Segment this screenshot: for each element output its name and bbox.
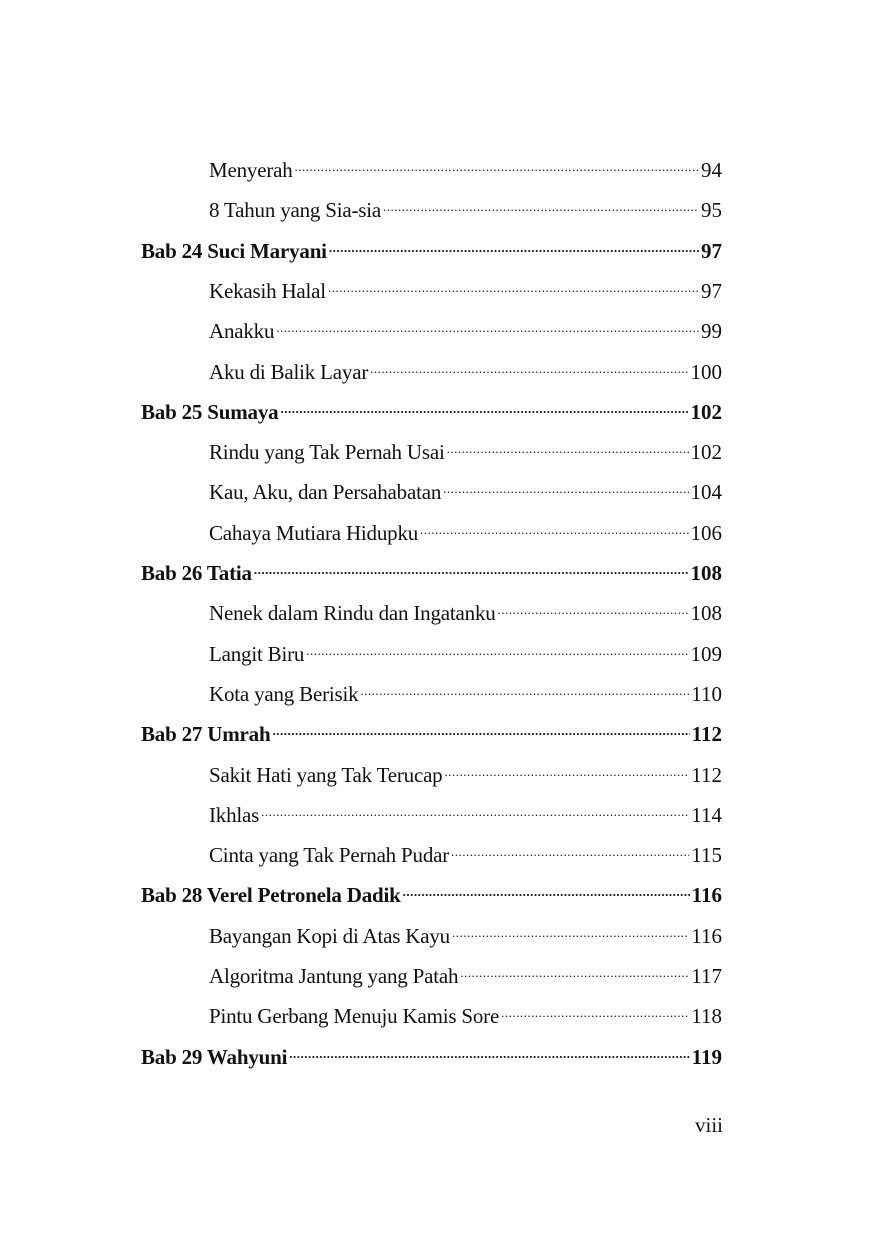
dot-leader bbox=[452, 917, 689, 943]
dot-leader bbox=[254, 554, 689, 580]
dot-leader bbox=[360, 675, 689, 701]
toc-entry-title: 8 Tahun yang Sia-sia bbox=[209, 198, 382, 223]
toc-entry-title: Bab 25 Sumaya bbox=[141, 399, 279, 424]
toc-chapter-entry[interactable] bbox=[141, 715, 722, 747]
toc-entry-title: Bab 29 Wahyuni bbox=[141, 1044, 288, 1069]
toc-chapter-entry[interactable] bbox=[141, 876, 722, 908]
dot-leader bbox=[306, 635, 688, 661]
toc-chapter-entry[interactable] bbox=[141, 393, 722, 425]
toc-chapter-entry[interactable] bbox=[141, 554, 722, 586]
dot-leader bbox=[280, 393, 688, 419]
dot-leader bbox=[289, 1038, 689, 1064]
dot-leader bbox=[403, 876, 690, 902]
toc-subsection-entry[interactable] bbox=[209, 796, 722, 828]
dot-leader bbox=[276, 312, 699, 338]
toc-entry-title: Langit Biru bbox=[209, 641, 305, 666]
toc-entry-page: 110 bbox=[691, 681, 722, 706]
toc-entry-title: Cinta yang Tak Pernah Pudar bbox=[209, 843, 450, 868]
toc-entry-page: 108 bbox=[690, 561, 722, 585]
toc-subsection-entry[interactable] bbox=[209, 997, 722, 1029]
toc-entry-page: 112 bbox=[691, 722, 722, 747]
toc-entry-page: 118 bbox=[691, 1004, 722, 1029]
toc-chapter-entry[interactable] bbox=[141, 1038, 722, 1070]
toc-entry-title: Rindu yang Tak Pernah Usai bbox=[209, 440, 445, 465]
dot-leader bbox=[370, 353, 688, 379]
dot-leader bbox=[445, 756, 690, 782]
toc-entry-title: Bab 27 Umrah bbox=[141, 722, 271, 747]
toc-entry-title: Anakku bbox=[209, 319, 275, 344]
toc-entry-title: Bayangan Kopi di Atas Kayu bbox=[209, 923, 450, 948]
dot-leader bbox=[447, 433, 689, 459]
toc-entry-title: Menyerah bbox=[209, 158, 293, 182]
toc-entry-page: 115 bbox=[691, 843, 722, 868]
toc-subsection-entry[interactable] bbox=[209, 917, 722, 949]
toc-entry-title: Nenek dalam Rindu dan Ingatanku bbox=[209, 601, 496, 626]
toc-subsection-entry[interactable] bbox=[209, 594, 722, 626]
dot-leader bbox=[501, 997, 689, 1023]
toc-entry-title: Pintu Gerbang Menuju Kamis Sore bbox=[209, 1004, 500, 1029]
toc-subsection-entry[interactable] bbox=[209, 635, 722, 667]
dot-leader bbox=[443, 473, 688, 499]
dot-leader bbox=[329, 232, 699, 258]
toc-entry-page: 100 bbox=[690, 359, 722, 384]
toc-entry-page: 99 bbox=[701, 319, 722, 344]
toc-entry-page: 102 bbox=[690, 440, 722, 465]
dot-leader bbox=[420, 514, 688, 540]
dot-leader bbox=[451, 836, 689, 862]
toc-subsection-entry[interactable] bbox=[209, 312, 722, 344]
toc-entry-page: 109 bbox=[690, 641, 722, 666]
toc-subsection-entry[interactable] bbox=[209, 514, 722, 546]
toc-entry-page: 104 bbox=[690, 480, 722, 505]
toc-entry-title: Bab 24 Suci Maryani bbox=[141, 238, 327, 263]
toc-entry-page: 97 bbox=[701, 238, 722, 263]
dot-leader bbox=[261, 796, 689, 822]
toc-entry-page: 102 bbox=[690, 399, 722, 424]
toc-entry-title: Algoritma Jantung yang Patah bbox=[209, 964, 459, 988]
toc-entry-page: 119 bbox=[691, 1044, 722, 1069]
toc-subsection-entry[interactable] bbox=[209, 353, 722, 385]
toc-entry-title: Bab 28 Verel Petronela Dadik bbox=[141, 883, 401, 908]
toc-entry-title: Sakit Hati yang Tak Terucap bbox=[209, 762, 443, 787]
toc-subsection-entry[interactable] bbox=[209, 151, 722, 183]
toc-subsection-entry[interactable] bbox=[209, 836, 722, 868]
dot-leader bbox=[295, 151, 699, 177]
toc-entry-title: Bab 26 Tatia bbox=[141, 561, 252, 585]
dot-leader bbox=[272, 715, 689, 741]
toc-entry-page: 117 bbox=[691, 964, 722, 988]
toc-entry-page: 112 bbox=[691, 762, 722, 787]
toc-subsection-entry[interactable] bbox=[209, 473, 722, 505]
toc-subsection-entry[interactable] bbox=[209, 191, 722, 223]
toc-entry-page: 94 bbox=[701, 158, 722, 182]
toc-subsection-entry[interactable] bbox=[209, 957, 722, 989]
toc-entry-title: Kekasih Halal bbox=[209, 278, 326, 303]
toc-subsection-entry[interactable] bbox=[209, 675, 722, 707]
dot-leader bbox=[328, 272, 699, 298]
toc-entry-page: 116 bbox=[691, 923, 722, 948]
toc-entry-page: 95 bbox=[701, 198, 722, 223]
toc-subsection-entry[interactable] bbox=[209, 272, 722, 304]
page-number: viii bbox=[695, 1113, 724, 1137]
dot-leader bbox=[383, 191, 699, 217]
toc-entry-page: 114 bbox=[691, 802, 722, 827]
toc-entry-title: Aku di Balik Layar bbox=[209, 359, 369, 384]
toc-entry-page: 108 bbox=[690, 601, 722, 626]
toc-entry-title: Kau, Aku, dan Persahabatan bbox=[209, 480, 442, 505]
toc-entry-page: 116 bbox=[691, 883, 722, 908]
toc-entry-title: Kota yang Berisik bbox=[209, 681, 359, 706]
toc-entry-page: 106 bbox=[690, 520, 722, 545]
toc-entry-page: 97 bbox=[701, 278, 722, 303]
toc-chapter-entry[interactable] bbox=[141, 232, 722, 264]
toc-subsection-entry[interactable] bbox=[209, 433, 722, 465]
dot-leader bbox=[460, 957, 689, 983]
dot-leader bbox=[498, 594, 689, 620]
toc-subsection-entry[interactable] bbox=[209, 756, 722, 788]
toc-entry-title: Cahaya Mutiara Hidupku bbox=[209, 520, 419, 545]
toc-entry-title: Ikhlas bbox=[209, 802, 260, 827]
